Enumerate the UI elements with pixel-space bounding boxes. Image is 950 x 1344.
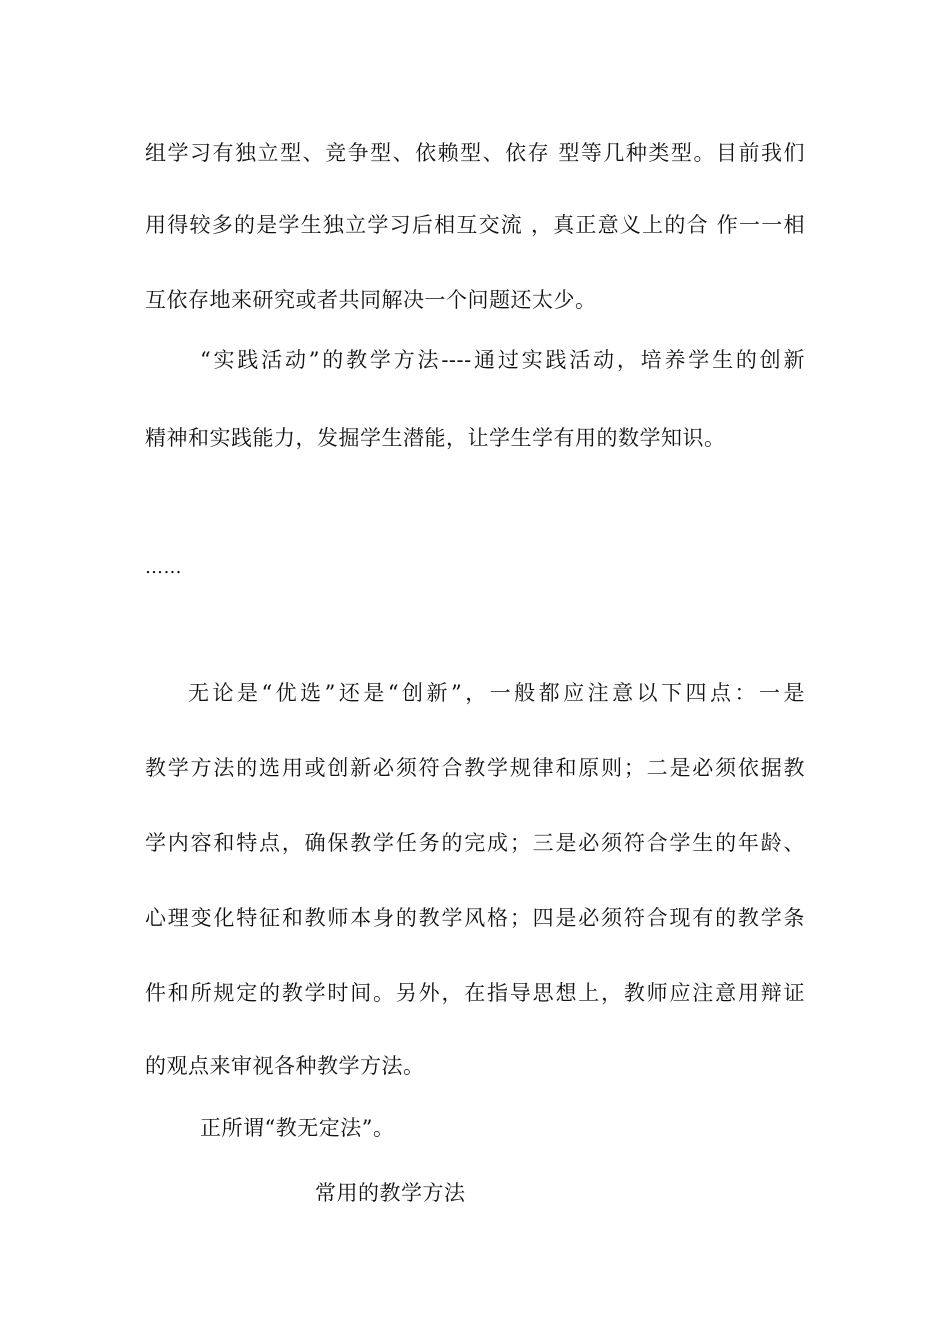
paragraph-line: 组学习有独立型、竞争型、依赖型、依存 型等几种类型。目前我们 xyxy=(145,141,805,165)
paragraph-line: 心理变化特征和教师本身的教学风格；四是必须符合现有的教学条 xyxy=(145,906,805,930)
paragraph-line: 件和所规定的教学时间。另外，在指导思想上，教师应注意用辩证 xyxy=(145,981,805,1005)
paragraph-line: 精神和实践能力，发掘学生潜能，让学生学有用的数学知识。 xyxy=(145,426,726,450)
paragraph-line: 教学方法的选用或创新必须符合教学规律和原则；二是必须依据教 xyxy=(145,756,805,780)
paragraph-line: 正所谓“教无定法”。 xyxy=(200,1116,395,1140)
paragraph-line: 无论是“优选”还是“创新”，一般都应注意以下四点：一是 xyxy=(188,681,805,705)
paragraph-line: 学内容和特点，确保教学任务的完成；三是必须符合学生的年龄、 xyxy=(145,831,805,855)
section-heading: 常用的教学方法 xyxy=(315,1181,466,1205)
paragraph-line: 的观点来审视各种教学方法。 xyxy=(145,1054,425,1078)
ellipsis: …… xyxy=(145,557,182,578)
paragraph-line: “实践活动”的教学方法----通过实践活动，培养学生的创新 xyxy=(200,348,805,372)
paragraph-line: 用得较多的是学生独立学习后相互交流 ，真正意义上的合 作一一相 xyxy=(145,213,805,237)
paragraph-line: 互依存地来研究或者共同解决一个问题还太少。 xyxy=(145,288,597,312)
